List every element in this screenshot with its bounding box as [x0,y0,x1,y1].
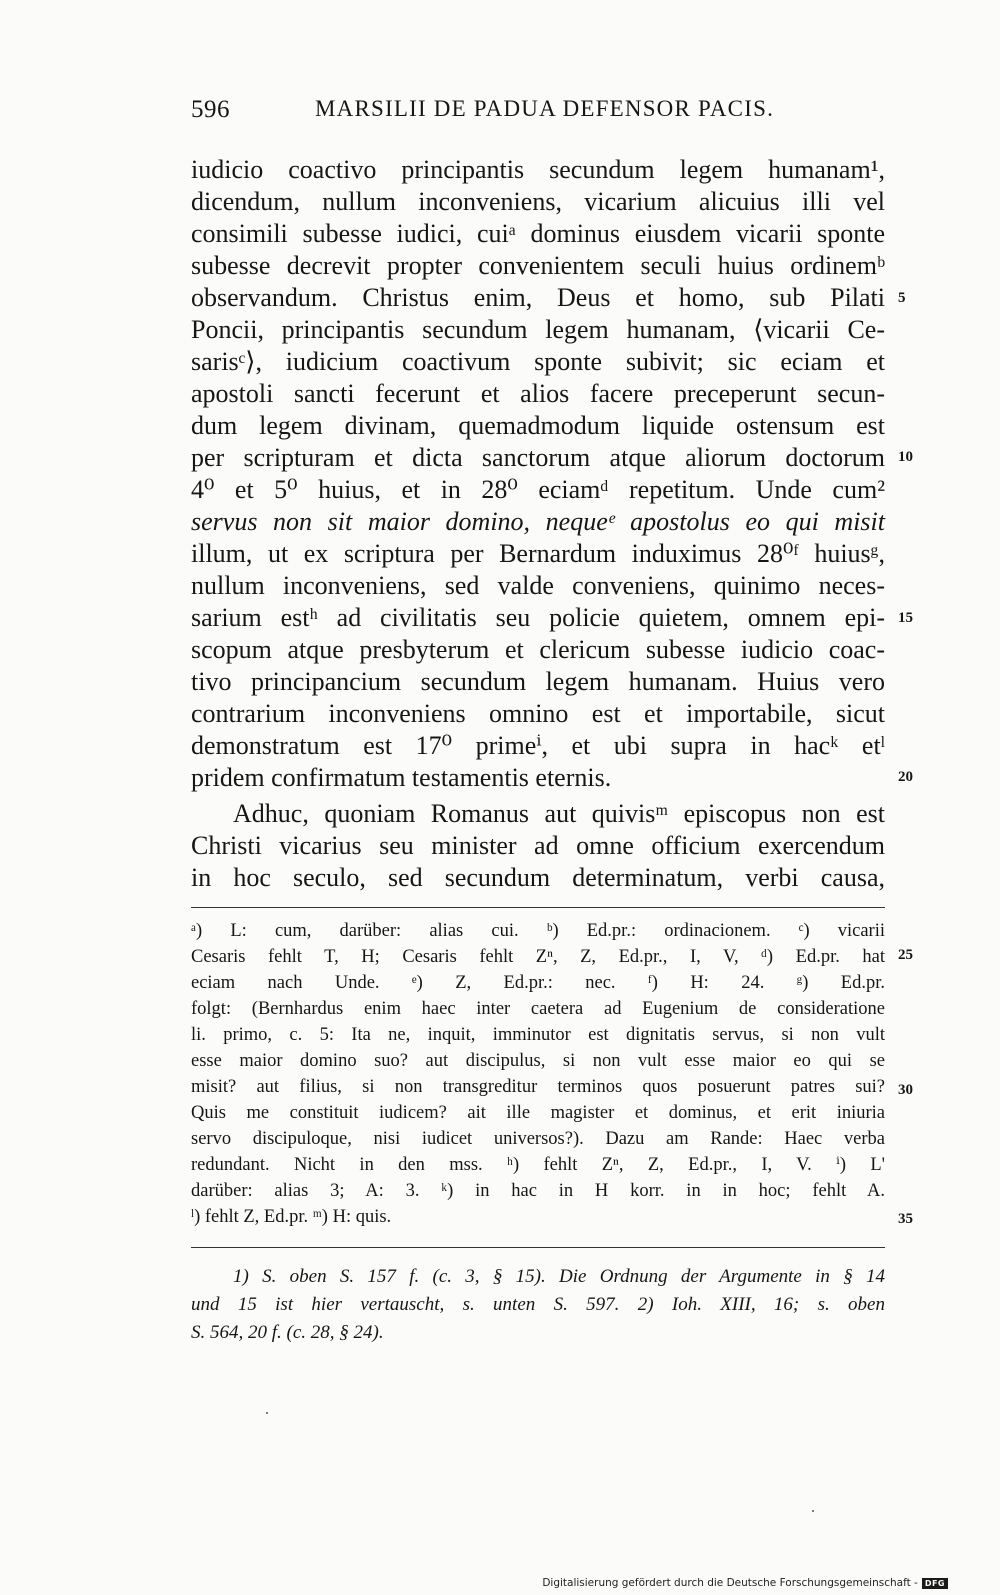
margin-line-number: 20 [898,769,913,785]
main-text-line: nullum inconveniens, sed valde conveniens, quinimo neces- [191,571,885,600]
scan-speck [812,1510,814,1512]
variant-note-line: li. primo, c. 5: Ita ne, inquit, imminutor est dignitatis servus, si non vult [191,1025,885,1045]
margin-line-number: 35 [898,1211,913,1227]
variant-note-line: misit? aut filius, si non transgreditur terminos quos posuerunt patres sui? [191,1077,885,1097]
apparatus-rule [191,907,885,908]
main-text-line: 4⁰ et 5⁰ huius, et in 28⁰ eciamᵈ repetitum. Unde cum² [191,475,885,504]
main-text-line: apostoli sancti fecerunt et alios facere preceperunt secun- [191,379,885,408]
main-text-line: observandum. Christus enim, Deus et homo, sub Pilati [191,283,885,312]
running-title: MARSILII DE PADUA DEFENSOR PACIS. [315,96,775,121]
variant-note-line: servo discipuloque, nisi iudicet universos?). Dazu am Rande: Haec verba [191,1129,885,1149]
main-text-line: dicendum, nullum inconveniens, vicarium alicuius illi vel [191,187,885,216]
variant-note-line: folgt: (Bernhardus enim haec inter caetera ad Eugenium de consideratione [191,999,885,1019]
variant-note-line: ᵃ) L: cum, darüber: alias cui. ᵇ) Ed.pr.: ordinacionem. ᶜ) vicarii [191,921,885,941]
variant-note-line: darüber: alias 3; A: 3. ᵏ) in hac in H korr. in in hoc; fehlt A. [191,1181,885,1201]
variant-note-line: ˡ) fehlt Z, Ed.pr. ᵐ) H: quis. [191,1207,392,1227]
main-text-line: contrarium inconveniens omnino est et importabile, sicut [191,699,885,728]
main-text-line: sarisᶜ⟩, iudicium coactivum sponte subivit; sic eciam et [191,347,885,376]
margin-line-number: 30 [898,1082,913,1098]
main-text-line: subesse decrevit propter convenientem seculi huius ordinemᵇ [191,251,885,280]
variant-note-line: Cesaris fehlt T, H; Cesaris fehlt Zⁿ, Z, Ed.pr., I, V, ᵈ) Ed.pr. hat [191,947,885,967]
main-text-line: Adhuc, quoniam Romanus aut quivisᵐ episcopus non est [233,799,885,828]
margin-line-number: 10 [898,449,913,465]
main-text-line: demonstratum est 17⁰ primeⁱ, et ubi supra in hacᵏ etˡ [191,731,885,760]
credit-text: Digitalisierung gefördert durch die Deutsche Forschungsgemeinschaft - [542,1577,918,1589]
main-text-line: per scripturam et dicta sanctorum atque aliorum doctorum [191,443,885,472]
dfg-logo: DFG [922,1578,948,1589]
main-text-line: servus non sit maior domino, nequeᵉ apostolus eo qui misit [191,507,885,536]
digitization-credit [542,1577,948,1589]
page-header [191,96,885,136]
variant-note-line: redundant. Nicht in den mss. ʰ) fehlt Zⁿ, Z, Ed.pr., I, V. ⁱ) L' [191,1155,885,1175]
scan-speck [266,1412,268,1414]
variant-note-line: eciam nach Unde. ᵉ) Z, Ed.pr.: nec. ᶠ) H: 24. ᵍ) Ed.pr. [191,973,885,993]
main-text-line: consimili subesse iudici, cuiᵃ dominus eiusdem vicarii sponte [191,219,885,248]
main-text-line: Poncii, principantis secundum legem humanam, ⟨vicarii Ce- [191,315,885,344]
main-text-line: iudicio coactivo principantis secundum legem humanam¹, [191,155,885,184]
main-text-line: Christi vicarius seu minister ad omne officium exercendum [191,831,885,860]
main-text-line: pridem confirmatum testamentis eternis. [191,763,612,792]
main-text-line: dum legem divinam, quemadmodum liquide ostensum est [191,411,885,440]
margin-line-number: 5 [898,290,906,306]
footnote-rule [191,1247,885,1248]
main-text-line: tivo principancium secundum legem humanam. Huius vero [191,667,885,696]
footnote-line: S. 564, 20 f. (c. 28, § 24). [191,1322,384,1343]
variant-note-line: esse maior domino suo? aut discipulus, si non vult esse maior eo qui se [191,1051,885,1071]
main-text-line: scopum atque presbyterum et clericum subesse iudicio coac- [191,635,885,664]
footnote-line: und 15 ist hier vertauscht, s. unten S. 597. 2) Ioh. XIII, 16; s. oben [191,1294,885,1315]
main-text-line: in hoc seculo, sed secundum determinatum, verbi causa, [191,863,885,892]
page-number: 596 [191,96,230,123]
margin-line-number: 15 [898,610,913,626]
footnote-line: 1) S. oben S. 157 f. (c. 3, § 15). Die Ordnung der Argumente in § 14 [233,1266,885,1287]
margin-line-number: 25 [898,947,913,963]
main-text-line: illum, ut ex scriptura per Bernardum induximus 28⁰ᶠ huiusᵍ, [191,539,885,568]
main-text-line: sarium estʰ ad civilitatis seu policie quietem, omnem epi- [191,603,885,632]
variant-note-line: Quis me constituit iudicem? ait ille magister et dominus, et erit iniuria [191,1103,885,1123]
